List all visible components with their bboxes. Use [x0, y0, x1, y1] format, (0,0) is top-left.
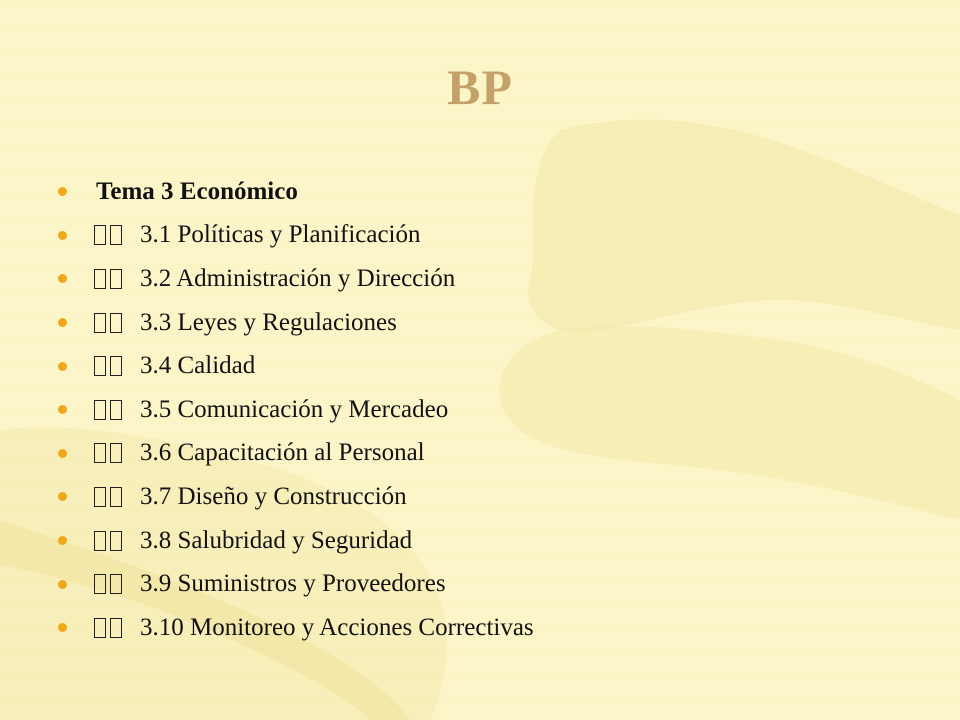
list-item [58, 257, 534, 301]
bullet-icon [58, 623, 67, 632]
list-item-text: 3.8 Salubridad y Seguridad [140, 526, 413, 554]
list-item [58, 388, 534, 432]
missing-glyph-icon [94, 618, 126, 638]
slide-title: BP [447, 59, 513, 115]
bullet-list [58, 170, 534, 650]
bullet-icon [58, 274, 67, 283]
missing-glyph-icon [94, 225, 126, 245]
list-item [58, 519, 534, 563]
list-item-text: 3.9 Suministros y Proveedores [140, 570, 446, 598]
bullet-heading-text: Tema 3 Económico [96, 177, 298, 205]
list-item-text: 3.7 Diseño y Construcción [140, 482, 407, 510]
list-item [58, 606, 534, 650]
missing-glyph-icon [94, 313, 126, 333]
missing-glyph-icon [94, 356, 126, 376]
bullet-icon [58, 492, 67, 501]
list-item-text: 3.5 Comunicación y Mercadeo [140, 395, 449, 423]
bullet-icon [58, 580, 67, 589]
missing-glyph-icon [94, 531, 126, 551]
list-item [58, 344, 534, 388]
bullet-icon [58, 231, 67, 240]
bullet-icon [58, 536, 67, 545]
list-item-text: 3.4 Calidad [140, 352, 256, 380]
list-item-text: 3.1 Políticas y Planificación [140, 221, 421, 249]
list-item-text: 3.3 Leyes y Regulaciones [140, 308, 397, 336]
list-item [58, 214, 534, 258]
bullet-icon [58, 318, 67, 327]
list-item [58, 432, 534, 476]
bullet-icon [58, 449, 67, 458]
missing-glyph-icon [94, 574, 126, 594]
bullet-icon [58, 362, 67, 371]
list-item-text: 3.10 Monitoreo y Acciones Correctivas [140, 613, 534, 641]
list-item [58, 562, 534, 606]
bullet-heading [58, 170, 534, 214]
bullet-icon [58, 405, 67, 414]
list-item [58, 475, 534, 519]
missing-glyph-icon [94, 269, 126, 289]
missing-glyph-icon [94, 443, 126, 463]
bullet-icon [58, 187, 67, 196]
missing-glyph-icon [94, 487, 126, 507]
list-item-text: 3.2 Administración y Dirección [140, 264, 456, 292]
list-item [58, 301, 534, 345]
list-item-text: 3.6 Capacitación al Personal [140, 439, 425, 467]
missing-glyph-icon [94, 400, 126, 420]
